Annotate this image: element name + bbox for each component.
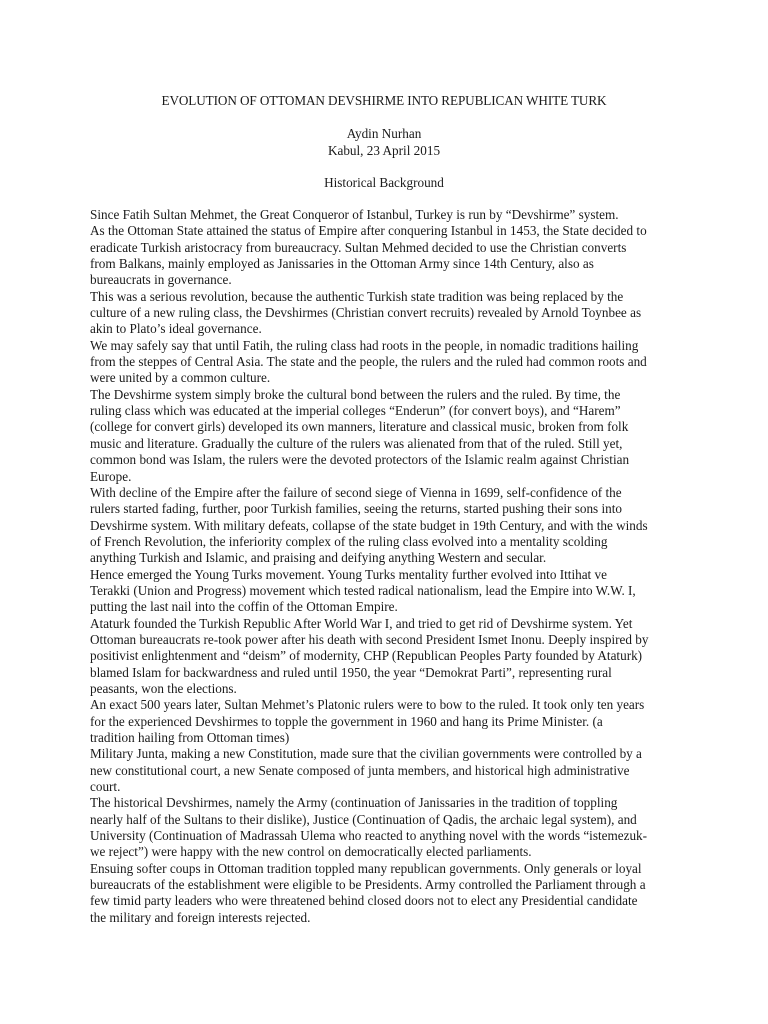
body-line: putting the last nail into the coffin of the Ottoman Empire. [90,599,398,615]
body-line: University (Continuation of Madrassah Ulema who reacted to anything novel with the words “istemezuk- [90,828,648,844]
body-line: With decline of the Empire after the failure of second siege of Vienna in 1699, self-confidence of the [90,484,622,500]
body-line: few timid party leaders who were threatened behind closed doors not to elect any Presidential candidate [90,893,638,909]
body-line: The historical Devshirmes, namely the Army (continuation of Janissaries in the tradition of toppling [90,795,618,811]
body-line: eradicate Turkish aristocracy from bureaucracy. Sultan Mehmed decided to use the Christian converts [90,239,627,255]
body-line: rulers started fading, further, poor Turkish families, seeing the returns, started pushing their sons into [90,501,623,517]
body-line: Military Junta, making a new Constitution, made sure that the civilian governments were controlled by a [90,746,642,762]
body-line: Terakki (Union and Progress) movement which tested radical nationalism, lead the Empire into W.W. I, [90,582,636,598]
body-line: Ottoman bureaucrats re-took power after his death with second President Ismet Inonu. Deeply inspired by [90,631,649,647]
body-line: Hence emerged the Young Turks movement. Young Turks mentality further evolved into Ittihat ve [90,566,607,582]
body-line: We may safely say that until Fatih, the ruling class had roots in the people, in nomadic traditions hailing [90,337,639,353]
body-line: Europe. [90,468,132,484]
body-line: from Balkans, mainly employed as Janissaries in the Ottoman Army since 14th Century, also as [90,256,594,272]
body-text [90,207,690,926]
body-line: anything Turkish and Islamic, and praising and deifying anything Western and secular. [90,550,547,566]
body-line: akin to Plato’s ideal governance. [90,321,262,337]
document-title: EVOLUTION OF OTTOMAN DEVSHIRME INTO REPUBLICAN WHITE TURK [161,93,607,108]
body-line: the military and foreign interests rejected. [90,909,311,925]
body-line: ruling class which was educated at the imperial colleges “Enderun” (for convert boys), and “Harem” [90,403,621,419]
body-line: peasants, won the elections. [90,680,237,696]
body-line: we reject”) were happy with the new control on democratically elected parliaments. [90,844,532,860]
body-line: culture of a new ruling class, the Devshirmes (Christian convert recruits) revealed by Arnold Toynbee as [90,305,642,321]
body-line: were united by a common culture. [90,370,271,386]
body-line: (college for convert girls) developed its own manners, literature and classical music, broken from folk [90,419,629,435]
body-line: tradition hailing from Ottoman times) [90,730,290,745]
body-line: from the steppes of Central Asia. The state and the people, the rulers and the ruled had common roots and [90,354,647,370]
body-line: An exact 500 years later, Sultan Mehmet’s Platonic rulers were to bow to the ruled. It took only ten years [90,697,645,713]
body-line: The Devshirme system simply broke the cultural bond between the rulers and the ruled. By time, the [90,386,621,402]
section-heading: Historical Background [324,175,444,190]
body-line: of French Revolution, the inferiority complex of the ruling class evolved into a mentality scolding [90,533,608,549]
body-line: This was a serious revolution, because the authentic Turkish state tradition was being replaced by the [90,288,624,304]
body-line: music and literature. Gradually the culture of the rulers was alienated from that of the ruled. Still yet, [90,435,623,451]
body-line: common bond was Islam, the rulers were the devoted protectors of the Islamic realm against Christian [90,452,630,468]
body-line: bureaucrats in governance. [90,272,232,288]
body-line: court. [90,779,121,795]
body-line: Ensuing softer coups in Ottoman tradition toppled many republican governments. Only generals or loyal [90,860,642,876]
body-line: positivist enlightenment and “deism” of modernity, CHP (Republican Peoples Party founded by Ataturk) [90,648,643,664]
body-line: blamed Islam for backwardness and ruled until 1950, the year “Demokrat Parti”, representing rural [90,664,612,680]
body-line: Devshirme system. With military defeats, collapse of the state budget in 19th Century, and with the winds [90,517,648,533]
author-name: Aydin Nurhan [346,126,422,141]
body-line: bureaucrats of the establishment were eligible to be Presidents. Army controlled the Parliament through a [90,877,646,893]
body-line: nearly half of the Sultans to their dislike), Justice (Continuation of Qadis, the archaic legal system), and [90,811,637,827]
body-line: Since Fatih Sultan Mehmet, the Great Conqueror of Istanbul, Turkey is run by “Devshirme” system. [90,207,619,222]
body-line: for the experienced Devshirmes to topple the government in 1960 and hang its Prime Minister. (a [90,713,603,729]
body-line: Ataturk founded the Turkish Republic After World War I, and tried to get rid of Devshirme system. Yet [90,615,633,631]
dateline: Kabul, 23 April 2015 [327,143,441,158]
body-line: new constitutional court, a new Senate composed of junta members, and historical high administrative [90,762,630,778]
body-line: As the Ottoman State attained the status of Empire after conquering Istanbul in 1453, the State decided to [90,223,647,239]
